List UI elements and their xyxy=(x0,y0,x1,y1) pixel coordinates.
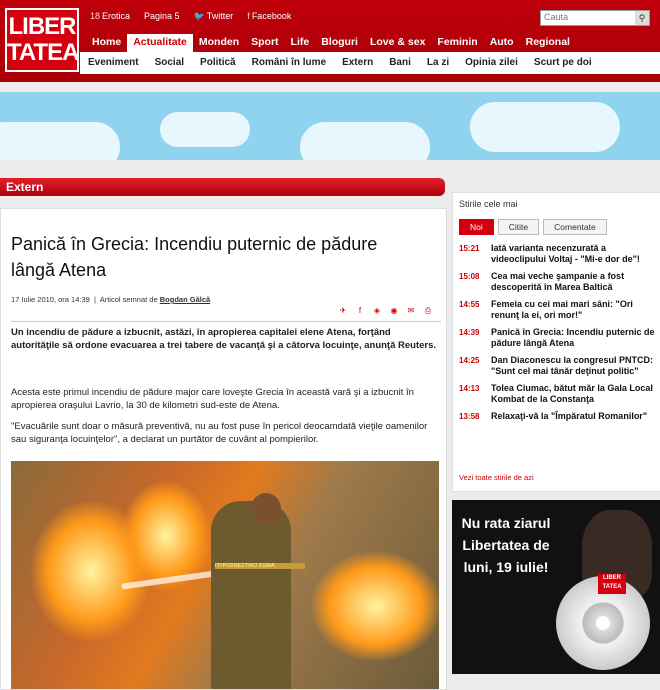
firefighter-figure xyxy=(211,501,291,689)
subnav-la-zi[interactable]: La zi xyxy=(426,57,450,68)
section-header-extern: Extern xyxy=(0,178,445,196)
top-link-facebook[interactable] xyxy=(247,11,291,22)
subnav-eveniment[interactable]: Eveniment xyxy=(88,57,139,68)
nav-life[interactable]: Life xyxy=(290,36,310,48)
search-box[interactable] xyxy=(540,10,650,26)
digg-icon[interactable]: ◉ xyxy=(390,306,398,315)
nav-actualitate[interactable]: Actualitate xyxy=(127,34,193,52)
nav-bloguri[interactable]: Bloguri xyxy=(321,36,358,48)
list-item[interactable] xyxy=(453,355,660,377)
email-icon[interactable]: ✉ xyxy=(407,306,415,315)
article-date: 17 Iulie 2010, ora 14:39 xyxy=(11,295,90,304)
facebook-icon: f xyxy=(247,11,250,21)
news-time: 14:13 xyxy=(459,384,480,393)
tab-comentate[interactable]: Comentate xyxy=(543,219,607,235)
nav-monden[interactable]: Monden xyxy=(198,36,240,48)
cloud-decoration xyxy=(470,102,620,152)
fire-decoration xyxy=(311,551,439,661)
top-links xyxy=(90,11,291,22)
top-link-label: Facebook xyxy=(251,11,292,21)
secondary-nav xyxy=(80,52,660,74)
top-news-title: Stirile cele mai xyxy=(459,199,518,209)
firefighter-head xyxy=(251,493,281,525)
article-title: Panică în Grecia: Incendiu puternic de pădure lângă Atena xyxy=(11,234,378,280)
subnav-extern[interactable]: Extern xyxy=(342,57,374,68)
byline-prefix: Articol semnat de xyxy=(99,295,158,304)
print-icon[interactable]: ⎙ xyxy=(424,306,432,315)
logo-line2: TATEA xyxy=(7,39,79,66)
bookmark-icon[interactable]: ◈ xyxy=(373,306,381,315)
article-tools xyxy=(338,306,433,316)
list-item[interactable] xyxy=(453,411,660,422)
nav-love-sex[interactable]: Love & sex xyxy=(369,36,426,48)
top-news-box xyxy=(452,192,660,492)
news-headline[interactable]: Relaxaţi-vă la "Împăratul Romanilor" xyxy=(491,411,648,421)
twitter-icon: 🐦 xyxy=(193,11,205,21)
subnav-romani-in-lume[interactable]: Români în lume xyxy=(251,57,327,68)
article-meta: 17 Iulie 2010, ora 14:39 | Articol semnat de Bogdan Gălcă xyxy=(11,295,211,304)
news-time: 14:39 xyxy=(459,328,480,337)
news-headline[interactable]: Femeia cu cei mai mari sâni: "Ori renunţ la ei, ori mor!" xyxy=(491,299,633,320)
share-icon[interactable]: ✈ xyxy=(339,306,347,315)
list-item[interactable] xyxy=(453,243,660,265)
search-input[interactable]: Cauta xyxy=(544,12,569,22)
tab-citite[interactable]: Citite xyxy=(498,219,539,235)
nav-home[interactable]: Home xyxy=(92,36,122,48)
article-paragraph: Acesta este primul incendiu de pădure major care loveşte Grecia în această vară şi a izbucnit în apropierea oraşului Lavrio, la 30 de kilometri sud-este de Atena. xyxy=(11,387,414,411)
subnav-bani[interactable]: Bani xyxy=(389,57,411,68)
article xyxy=(0,208,447,690)
nav-regional[interactable]: Regional xyxy=(525,36,570,48)
news-headline[interactable]: Cea mai veche şampanie a fost descoperită în Marea Baltică xyxy=(491,271,625,292)
news-headline[interactable]: Tolea Ciumac, bătut măr la Gala Local Kombat de la Constanţa xyxy=(491,383,653,404)
top-link-label: Erotica xyxy=(102,11,131,21)
list-item[interactable] xyxy=(453,271,660,293)
cloud-decoration xyxy=(0,122,120,160)
nav-feminin[interactable]: Feminin xyxy=(437,36,478,48)
primary-nav xyxy=(86,34,576,52)
vest-text: ΠΥΡΟΣΒΕΣΤΙΚΟ ΣΩΜΑ xyxy=(215,563,305,569)
news-time: 13:58 xyxy=(459,412,480,421)
top-link-erotica[interactable] xyxy=(90,11,130,22)
cloud-decoration xyxy=(160,112,250,147)
news-headline[interactable]: Iată varianta necenzurată a videoclipului Voltaj - "Mi-e dor de"! xyxy=(491,243,640,264)
nav-auto[interactable]: Auto xyxy=(489,36,514,48)
article-paragraph: "Evacuările sunt doar o măsură preventivă, nu au fost puse în pericol deocamdată vieţile oamenilor sau siguranţa locuinţelor", a declarat un purtător de cuvânt al pompierilor. xyxy=(11,421,428,445)
list-item[interactable] xyxy=(453,299,660,321)
author-link[interactable]: Bogdan Gălcă xyxy=(159,295,211,304)
adult-18-icon: 18 xyxy=(90,11,101,21)
news-time: 14:25 xyxy=(459,356,480,365)
subnav-scurt-pe-doi[interactable]: Scurt pe doi xyxy=(533,57,592,68)
top-link-label: Twitter xyxy=(206,11,234,21)
search-icon[interactable]: ⚲ xyxy=(635,11,649,25)
subnav-social[interactable]: Social xyxy=(154,57,185,68)
news-time: 15:08 xyxy=(459,272,480,281)
disc-logo: LIBER TATEA xyxy=(598,574,626,594)
list-item[interactable] xyxy=(453,383,660,405)
news-headline[interactable]: Dan Diaconescu la congresul PNTCD: "Sunt cel mai tânăr deţinut politic" xyxy=(491,355,654,376)
news-time: 14:55 xyxy=(459,300,480,309)
news-time: 15:21 xyxy=(459,244,480,253)
facebook-share-icon[interactable]: f xyxy=(358,306,362,315)
advertisement[interactable] xyxy=(452,500,660,674)
article-photo[interactable] xyxy=(11,461,439,689)
list-item[interactable] xyxy=(453,327,660,349)
logo-line1: LIBER xyxy=(8,13,76,40)
subnav-politica[interactable]: Politică xyxy=(200,57,236,68)
tab-noi[interactable]: Noi xyxy=(459,219,494,235)
see-all-news-link[interactable]: Vezi toate stirile de azi xyxy=(459,473,534,482)
ad-text: Nu rata ziarul Libertatea de luni, 19 iulie! xyxy=(461,515,551,575)
nav-sport[interactable]: Sport xyxy=(251,36,279,48)
site-logo[interactable] xyxy=(5,8,79,72)
cloud-decoration xyxy=(300,122,430,160)
article-lead: Un incendiu de pădure a izbucnit, astăzi, în apropierea capitalei elene Atena, forţând autorităţile să ordone evacuarea a trei tabere de vacanţă şi a câtorva locuinţe, anunţă Reuters. xyxy=(11,327,437,351)
top-link-pagina5[interactable]: Pagina 5 xyxy=(144,11,180,21)
top-news-tabs xyxy=(459,219,607,235)
news-headline[interactable]: Panică în Grecia: Incendiu puternic de pădure lângă Atena xyxy=(491,327,655,348)
divider xyxy=(11,321,441,322)
top-link-twitter[interactable] xyxy=(194,11,234,22)
sky-banner xyxy=(0,92,660,160)
news-list xyxy=(453,243,660,428)
subnav-opinia-zilei[interactable]: Opinia zilei xyxy=(465,57,518,68)
